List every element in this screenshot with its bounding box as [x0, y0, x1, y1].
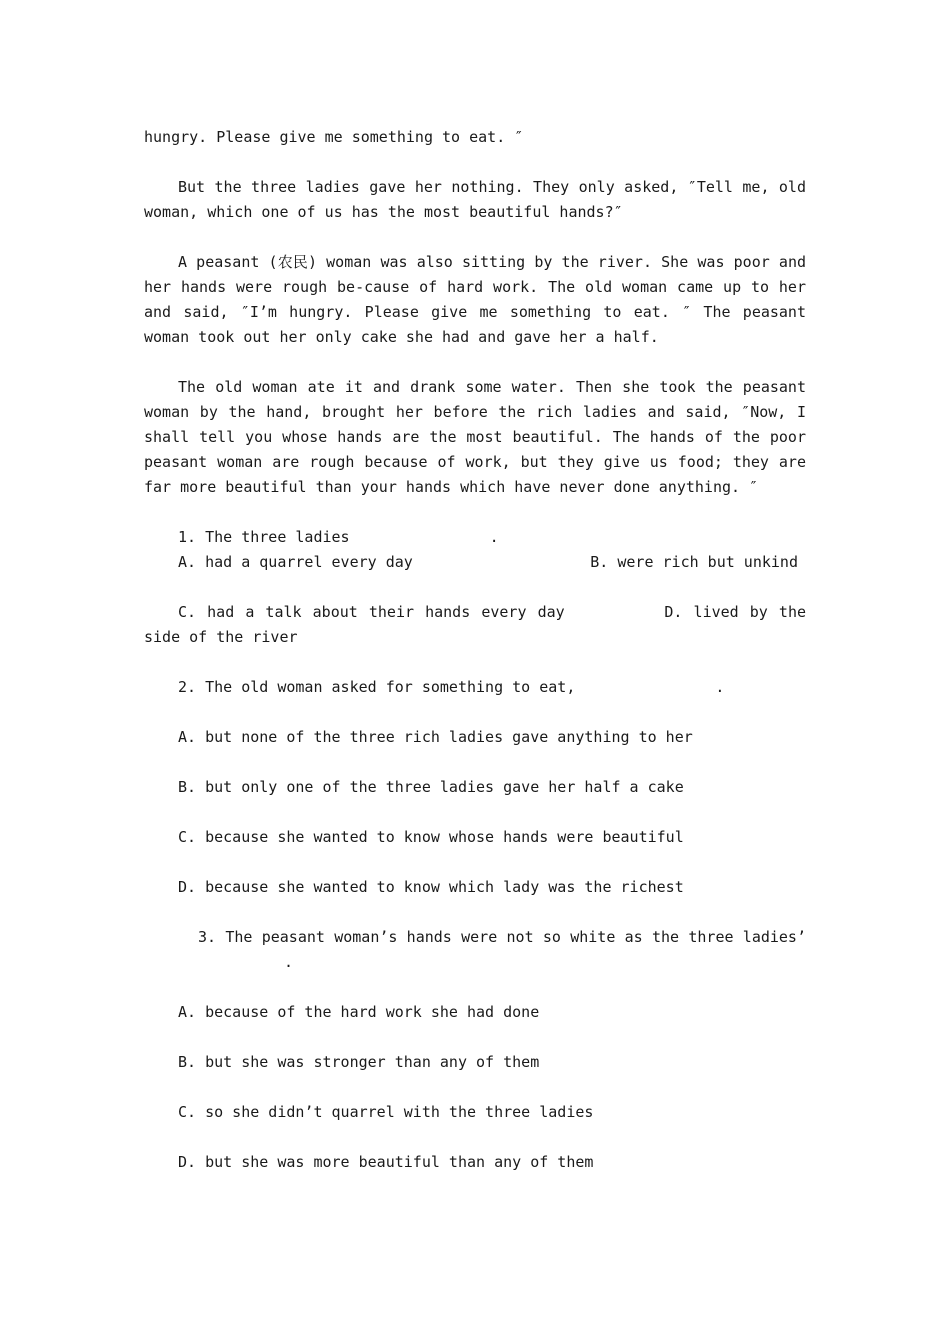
- question-2-option-b: B. but only one of the three ladies gave her half a cake: [178, 778, 684, 796]
- question-2-stem: [144, 675, 806, 700]
- question-3-option-a: A. because of the hard work she had done: [178, 1003, 540, 1021]
- question-1-text: 1. The three ladies: [178, 528, 350, 546]
- question-1-end: .: [489, 528, 499, 546]
- question-1-option-d: D. lived by the side of the river: [144, 603, 806, 646]
- question-1-option-c: C. had a talk about their hands every day: [178, 603, 565, 621]
- question-2-option-a: A. but none of the three rich ladies gave anything to her: [178, 728, 693, 746]
- story-paragraph-2: A peasant (农民) woman was also sitting by the river. She was poor and her hands were rough be-cause of hard work. The old woman came up to her and said, ″I’m hungry. Please give me something to eat. ″ The peasant woman took out her only cake she had and gave her a half.: [144, 253, 806, 346]
- story-paragraph-1: But the three ladies gave her nothing. They only asked, ″Tell me, old woman, which one of us has the most beautiful hands?″: [144, 178, 806, 221]
- question-1-option-a: A. had a quarrel every day: [178, 553, 413, 571]
- question-1-options-ab: [144, 550, 806, 575]
- story-paragraph-0: hungry. Please give me something to eat. ″: [144, 128, 524, 146]
- question-3-option-b: B. but she was stronger than any of them: [178, 1053, 540, 1071]
- question-2-option-d: D. because she wanted to know which lady was the richest: [178, 878, 684, 896]
- document-page: [144, 125, 806, 1175]
- question-1-options-cd: [144, 600, 806, 650]
- question-2-end: .: [715, 678, 725, 696]
- question-2-option-c: C. because she wanted to know whose hands were beautiful: [178, 828, 684, 846]
- question-3-option-c: C. so she didn’t quarrel with the three ladies: [178, 1103, 594, 1121]
- question-1-stem: [144, 525, 806, 550]
- story-paragraph-3: The old woman ate it and drank some water. Then she took the peasant woman by the hand, brought her before the rich ladies and said, ″Now, I shall tell you whose hands are the most beautiful. The hands of the poor peasant woman are rough because of work, but they give us food; they are far more beautiful than your hands which have never done anything. ″: [144, 378, 806, 496]
- question-3-text: 3. The peasant woman’s hands were not so white as the three ladies’: [198, 928, 806, 946]
- question-2-text: 2. The old woman asked for something to eat,: [178, 678, 576, 696]
- question-1-option-b: B. were rich but unkind: [590, 553, 798, 571]
- question-3-option-d: D. but she was more beautiful than any of them: [178, 1153, 594, 1171]
- question-3-stem: [144, 925, 806, 975]
- question-3-end: .: [284, 953, 294, 971]
